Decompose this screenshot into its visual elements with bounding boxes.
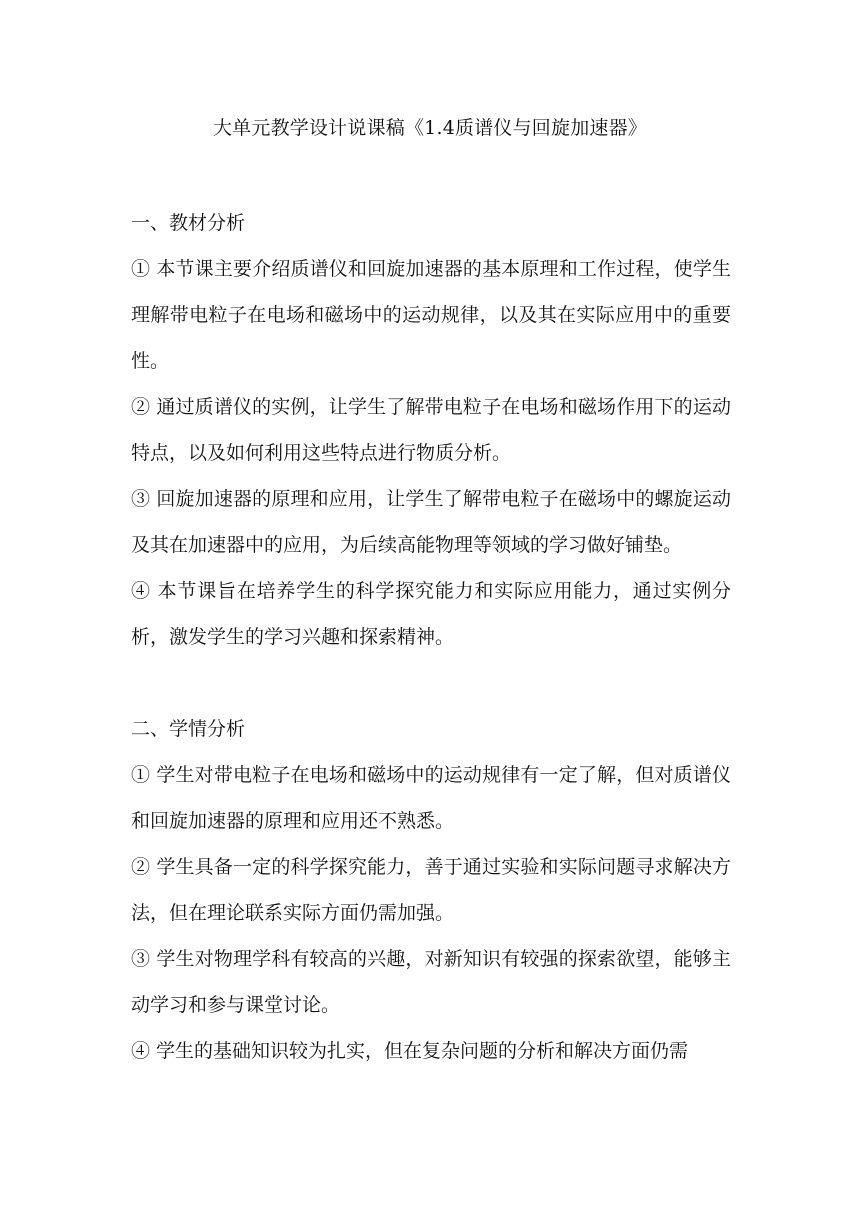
section-heading-student-analysis: 二、学情分析 — [131, 718, 246, 740]
textbook-analysis-item-3: ③ 回旋加速器的原理和应用，让学生了解带电粒子在磁场中的螺旋运动及其在加速器中的应用，为后续高能物理等领域的学习做好铺垫。 — [131, 488, 731, 556]
document-body — [131, 200, 731, 1074]
student-analysis-item-1: ① 学生对带电粒子在电场和磁场中的运动规律有一定了解，但对质谱仪和回旋加速器的原理和应用还不熟悉。 — [131, 764, 731, 832]
student-analysis-item-3: ③ 学生对物理学科有较高的兴趣，对新知识有较强的探索欲望，能够主动学习和参与课堂讨论。 — [131, 948, 731, 1016]
section-spacer — [131, 660, 731, 706]
textbook-analysis-item-2: ② 通过质谱仪的实例，让学生了解带电粒子在电场和磁场作用下的运动特点，以及如何利用这些特点进行物质分析。 — [131, 396, 731, 464]
student-analysis-item-2: ② 学生具备一定的科学探究能力，善于通过实验和实际问题寻求解决方法，但在理论联系实际方面仍需加强。 — [131, 856, 731, 924]
student-analysis-item-4: ④ 学生的基础知识较为扎实，但在复杂问题的分析和解决方面仍需 — [131, 1040, 689, 1062]
section-heading-textbook-analysis: 一、教材分析 — [131, 212, 246, 234]
textbook-analysis-item-4: ④ 本节课旨在培养学生的科学探究能力和实际应用能力，通过实例分析，激发学生的学习兴趣和探索精神。 — [131, 580, 731, 648]
document-title: 大单元教学设计说课稿《1.4质谱仪与回旋加速器》 — [212, 117, 648, 139]
textbook-analysis-item-1: ① 本节课主要介绍质谱仪和回旋加速器的基本原理和工作过程，使学生理解带电粒子在电场和磁场中的运动规律，以及其在实际应用中的重要性。 — [131, 258, 731, 372]
